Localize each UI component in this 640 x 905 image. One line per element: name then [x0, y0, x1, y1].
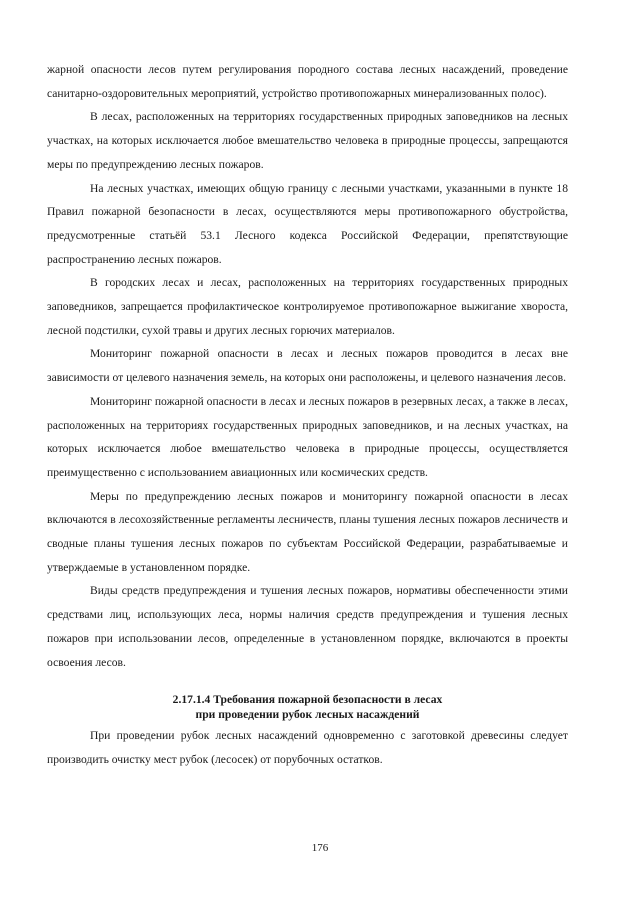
paragraph-urban-forests: В городских лесах и лесах, расположенных на территориях государственных природных заповедников, запрещается профилактическое контролируемое противопожарное выжигание хвороста, лесной подстилки, сухой травы и других лесных горючих материалов.: [47, 276, 568, 337]
section-heading-line-2: при проведении рубок лесных насаждений: [195, 708, 420, 722]
document-page: [47, 58, 568, 772]
paragraph-logging-cleanup: При проведении рубок лесных насаждений одновременно с заготовкой древесины следует производить очистку мест рубок (лесосек) от порубочных остатков.: [47, 729, 568, 766]
paragraph-monitoring-reserve: Мониторинг пожарной опасности в лесах и лесных пожаров в резервных лесах, а также в лесах, расположенных на территориях государственных природных заповедников, и на лесных участках, на которых исключается любое вмешательство человека в природные процессы, осуществляется преимущественно с использованием авиационных или космических средств.: [47, 394, 568, 479]
section-heading-line-1: 2.17.1.4 Требования пожарной безопасности в лесах: [172, 693, 443, 707]
paragraph-bordering-plots: На лесных участках, имеющих общую границу с лесными участками, указанными в пункте 18 Правил пожарной безопасности в лесах, осуществляются меры противопожарного обустройства, предусмотренные статьёй 53.1 Лесного кодекса Российской Федерации, препятствующие распространению лесных пожаров.: [47, 181, 568, 266]
page-number: 176: [311, 842, 329, 854]
paragraph-regulations: Меры по предупреждению лесных пожаров и мониторингу пожарной опасности в лесах включаются в лесохозяйственные регламенты лесничеств, планы тушения лесных пожаров лесничеств и сводные планы тушения лесных пожаров по субъектам Российской Федерации, разрабатываемые и утверждаемые в установленном порядке.: [47, 489, 568, 574]
paragraph-continuation: жарной опасности лесов путем регулирования породного состава лесных насаждений, проведение санитарно-оздоровительных мероприятий, устройство противопожарных минерализованных полос).: [47, 63, 568, 100]
section-heading: [47, 692, 568, 722]
paragraph-equipment-norms: Виды средств предупреждения и тушения лесных пожаров, нормативы обеспеченности этими средствами лиц, использующих леса, нормы наличия средств предупреждения и тушения лесных пожаров при использовании лесов, определенные в установленном порядке, включаются в проекты освоения лесов.: [47, 584, 568, 669]
paragraph-monitoring-general: Мониторинг пожарной опасности в лесах и лесных пожаров проводится в лесах вне зависимости от целевого назначения земель, на которых они расположены, и целевого назначения лесов.: [47, 347, 568, 385]
paragraph-reserves-prohibition: В лесах, расположенных на территориях государственных природных заповедников на лесных участках, на которых исключается любое вмешательство человека в природные процессы, запрещаются меры по предупреждению лесных пожаров.: [47, 110, 568, 171]
